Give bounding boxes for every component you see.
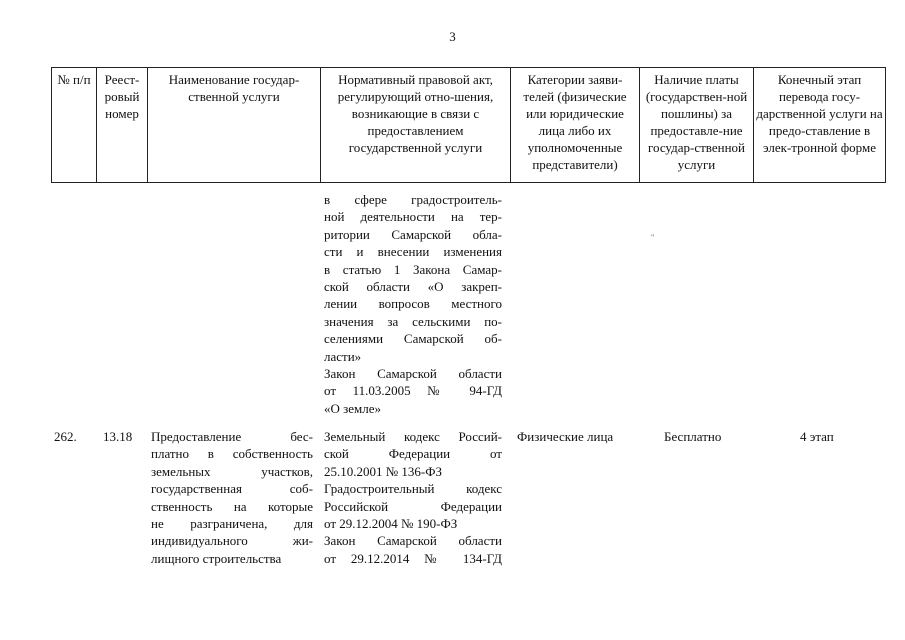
row-legal-act bbox=[324, 428, 502, 567]
row-applicants: Физические лица bbox=[517, 429, 614, 444]
header-final-stage: Конечный этап перевода госу-дарственной услуги на предо-ставление в элек-тронной форме bbox=[754, 68, 886, 183]
text-line: индивидуального жи- bbox=[151, 533, 313, 549]
text-line: ской области «О закреп- bbox=[324, 279, 502, 295]
text-line: значения за сельскими по- bbox=[324, 313, 502, 329]
row-number: 262. bbox=[54, 429, 77, 444]
row-final-stage: 4 этап bbox=[800, 429, 834, 444]
text-line: государственная соб- bbox=[151, 481, 313, 497]
text-line: Российской Федерации bbox=[324, 498, 502, 514]
header-registry-number: Реест-ровый номер bbox=[97, 68, 148, 183]
text-line: Предоставление бес- bbox=[151, 429, 313, 444]
text-line: 25.10.2001 № 136-ФЗ bbox=[324, 463, 443, 479]
header-fee: Наличие платы (государствен-ной пошлины) за предоставле-ние государ-ственной услуги bbox=[640, 68, 754, 183]
text-line: «О земле» bbox=[324, 400, 382, 416]
text-line: Градостроительный кодекс bbox=[324, 481, 502, 497]
text-line: от 29.12.2004 № 190-ФЗ bbox=[324, 516, 458, 532]
text-line: Закон Самарской области bbox=[324, 366, 502, 382]
text-line: селениями Самарской об- bbox=[324, 331, 502, 347]
text-line: земельных участков, bbox=[151, 463, 313, 479]
text-line: не разграничена, для bbox=[151, 516, 313, 532]
text-line: в статью 1 Закона Самар- bbox=[324, 261, 502, 277]
header-legal-act: Нормативный правовой акт, регулирующий отно-шения, возникающие в связи с предоставлением государственной услуги bbox=[321, 68, 511, 183]
text-line: Закон Самарской области bbox=[324, 533, 502, 549]
text-line: в сфере градостроитель- bbox=[324, 192, 502, 207]
text-line: сти и внесении изменения bbox=[324, 244, 502, 260]
row-registry-number: 13.18 bbox=[103, 429, 133, 444]
scan-mark: " bbox=[651, 233, 655, 242]
text-line: ритории Самарской обла- bbox=[324, 226, 502, 242]
text-line: лении вопросов местного bbox=[324, 296, 502, 312]
row-service-name bbox=[151, 428, 313, 567]
text-line: ной деятельности на тер- bbox=[324, 209, 502, 225]
text-line: ласти» bbox=[324, 348, 362, 364]
text-line: от 11.03.2005 № 94-ГД bbox=[324, 383, 502, 399]
page-number: 3 bbox=[449, 29, 456, 44]
text-line: от 29.12.2014 № 134-ГД bbox=[324, 550, 502, 566]
text-line: ственность на которые bbox=[151, 498, 313, 514]
text-line: лищного строительства bbox=[151, 550, 282, 566]
legal-act-continuation bbox=[324, 191, 502, 417]
text-line: Земельный кодекс Россий- bbox=[324, 429, 502, 444]
row-fee: Бесплатно bbox=[664, 429, 722, 444]
header-number: № п/п bbox=[52, 68, 97, 183]
header-service-name: Наименование государ-ственной услуги bbox=[148, 68, 321, 183]
text-line: платно в собственность bbox=[151, 446, 313, 462]
text-line: ской Федерации от bbox=[324, 446, 502, 462]
table-header bbox=[51, 67, 886, 183]
header-applicants: Категории заяви-телей (физические или юридические лица либо их уполномоченные представители) bbox=[511, 68, 640, 183]
